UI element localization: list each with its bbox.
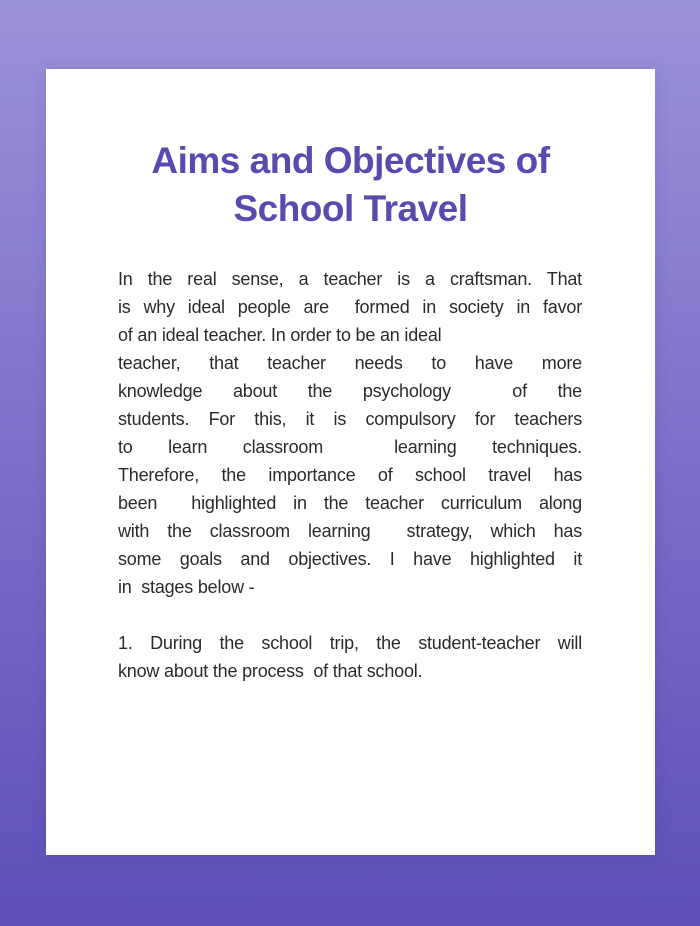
body-line: knowledge about the psychology of the [118,381,582,401]
body-line: been highlighted in the teacher curriculum along [118,493,582,513]
body-line: with the classroom learning strategy, which has [118,521,582,541]
body-line: some goals and objectives. I have highlighted it [118,549,582,569]
body-line: know about the process of that school. [118,661,423,681]
article-body [118,265,582,685]
title-line-2: School Travel [233,188,468,229]
paragraph-2 [118,629,582,685]
content-card [46,69,655,855]
body-line: students. For this, it is compulsory for teachers [118,409,582,429]
body-line: teacher, that teacher needs to have more [118,353,582,373]
paragraph-1 [118,265,582,601]
body-line: is why ideal people are formed in society in favor [118,297,582,317]
body-line: 1. During the school trip, the student-teacher will [118,633,582,653]
paragraph-gap [118,601,582,629]
body-line: Therefore, the importance of school travel has [118,465,582,485]
body-line: of an ideal teacher. In order to be an ideal [118,325,442,345]
body-line: to learn classroom learning techniques. [118,437,582,457]
page-title [46,137,655,233]
body-line: In the real sense, a teacher is a craftsman. That [118,269,582,289]
title-line-1: Aims and Objectives of [151,140,550,181]
body-line: in stages below - [118,577,255,597]
